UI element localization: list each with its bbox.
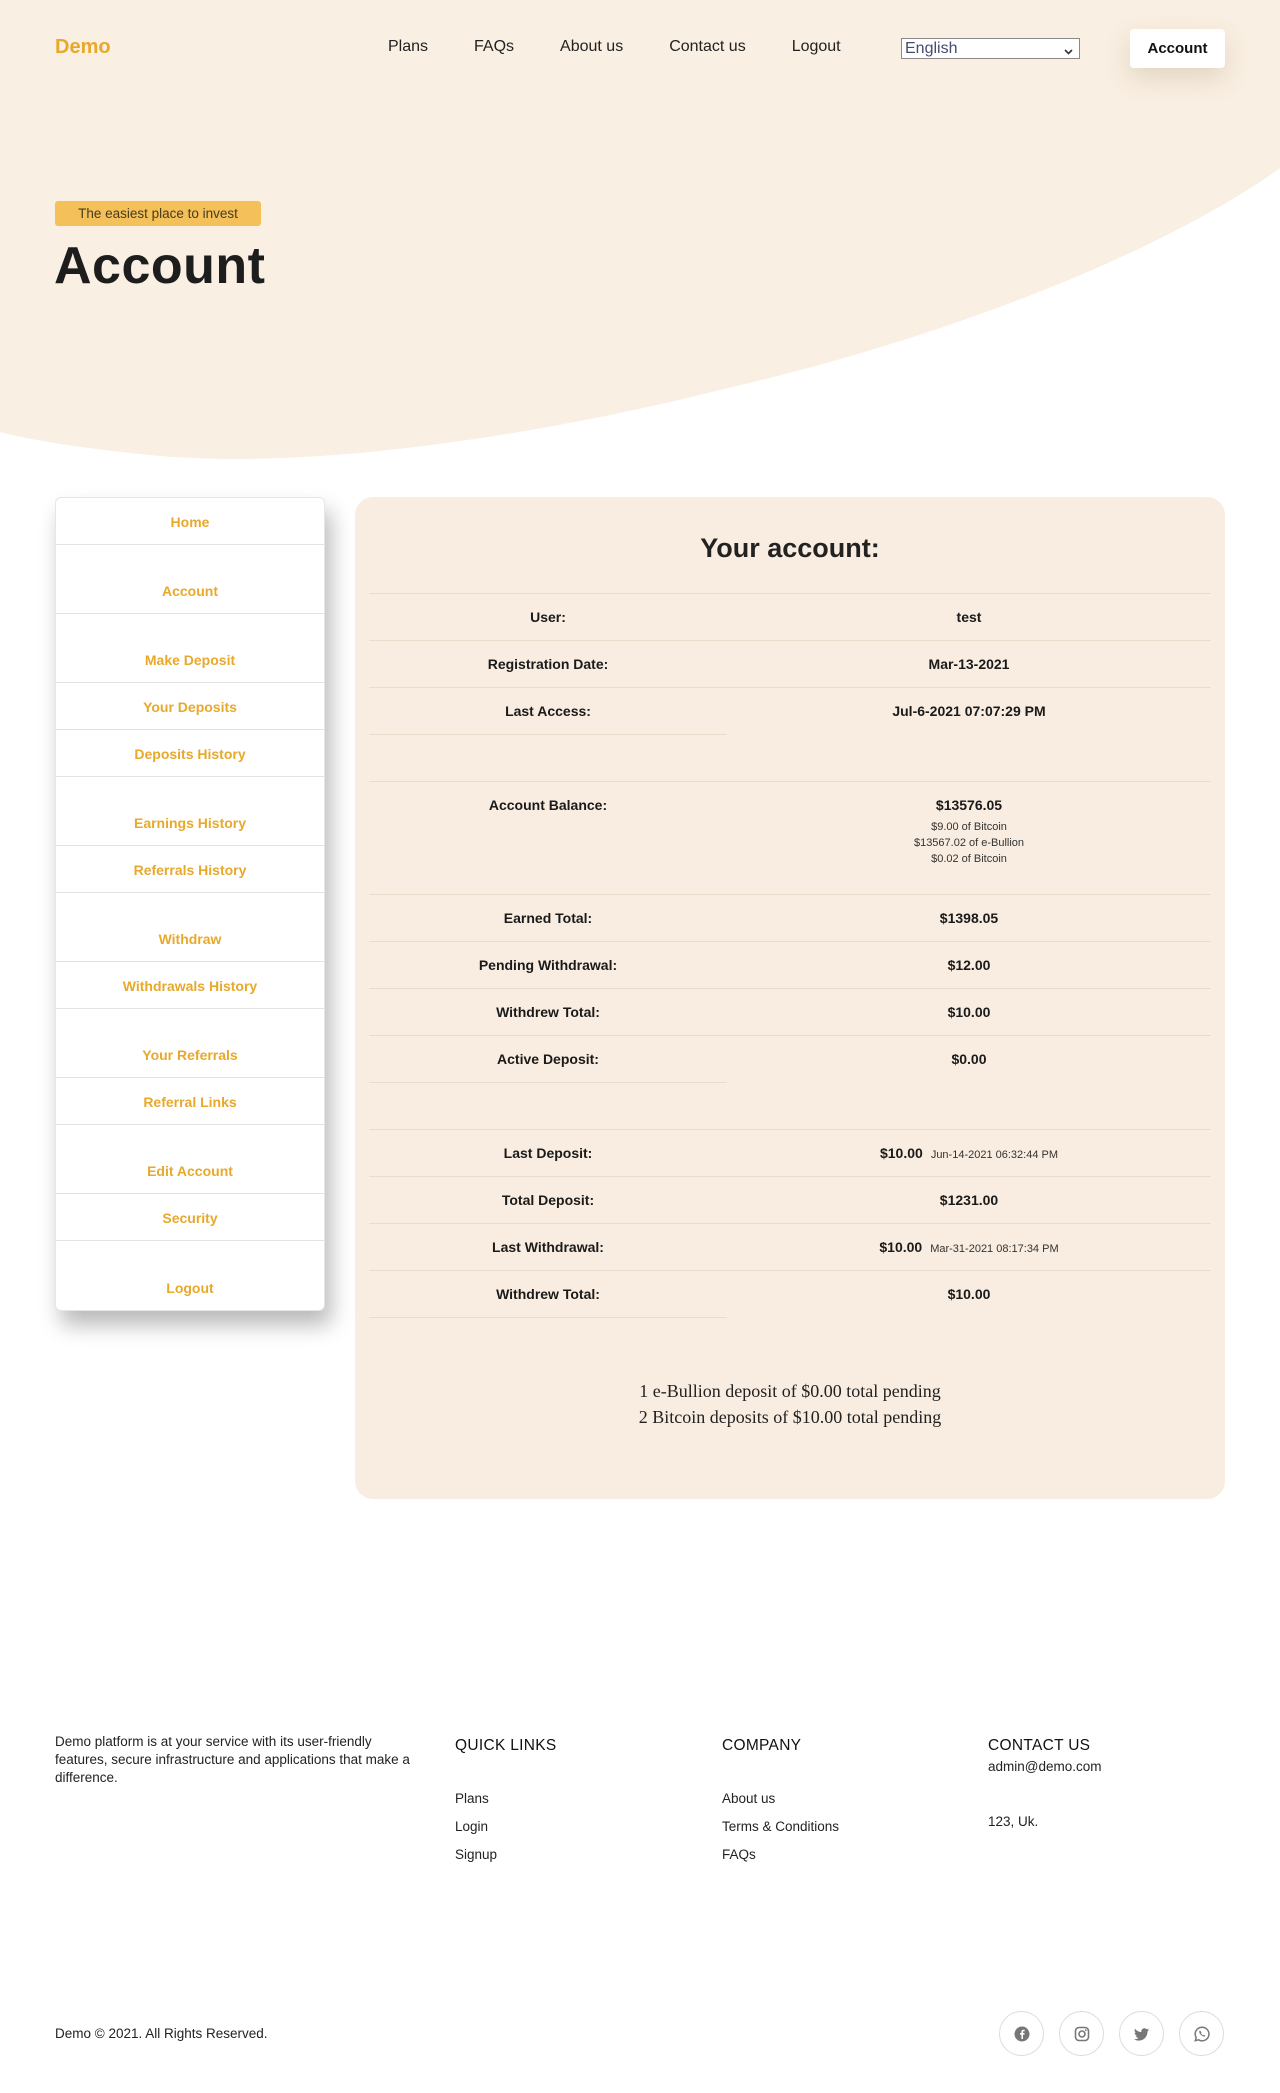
- sidebar-item-edit-account[interactable]: Edit Account: [56, 1125, 324, 1194]
- footer-link-terms[interactable]: Terms & Conditions: [722, 1819, 840, 1834]
- balance-line: $9.00 of Bitcoin: [931, 821, 1007, 833]
- row-label: Total Deposit:: [501, 1192, 595, 1208]
- sidebar-item-withdrawals-history[interactable]: Withdrawals History: [56, 962, 324, 1009]
- row-label: Earned Total:: [503, 910, 593, 926]
- account-panel: [355, 497, 1225, 1499]
- footer-link-signup[interactable]: Signup: [455, 1847, 498, 1862]
- table-row: [369, 894, 1211, 941]
- table-row: [369, 593, 1211, 640]
- footer-contact: [988, 1737, 1102, 1829]
- account-summary-table: [369, 593, 1211, 1364]
- sidebar-item-your-referrals[interactable]: Your Referrals: [56, 1009, 324, 1078]
- footer-link-about[interactable]: About us: [722, 1791, 776, 1806]
- sidebar-item-deposits-history[interactable]: Deposits History: [56, 730, 324, 777]
- row-value: $10.00: [947, 1286, 991, 1302]
- row-label: Last Withdrawal:: [492, 1239, 604, 1255]
- footer-company: [722, 1737, 839, 1875]
- nav-about[interactable]: About us: [560, 38, 624, 55]
- main-nav: [388, 38, 887, 56]
- brand-logo[interactable]: Demo: [55, 36, 111, 58]
- instagram-icon[interactable]: [1059, 2011, 1104, 2056]
- row-label: Active Deposit:: [497, 1051, 599, 1067]
- balance-breakdown: [727, 819, 1211, 867]
- whatsapp-icon[interactable]: [1179, 2011, 1224, 2056]
- row-value: Jul-6-2021 07:07:29 PM: [892, 703, 1046, 719]
- footer-quick-links: [455, 1737, 557, 1875]
- row-value: $10.00: [947, 1004, 991, 1020]
- table-row: [369, 1035, 1211, 1082]
- footer-link-plans[interactable]: Plans: [455, 1791, 489, 1806]
- account-panel-title: Your account:: [700, 533, 880, 563]
- table-row: [369, 687, 1211, 734]
- table-row: [369, 1176, 1211, 1223]
- sidebar-item-security[interactable]: Security: [56, 1194, 324, 1241]
- table-row: [369, 1270, 1211, 1317]
- table-divider: [369, 734, 727, 781]
- nav-faqs[interactable]: FAQs: [474, 38, 515, 55]
- last-deposit-date: Jun-14-2021 06:32:44 PM: [930, 1149, 1059, 1161]
- row-label: Registration Date:: [487, 656, 609, 672]
- table-row: [369, 988, 1211, 1035]
- row-value: $1398.05: [939, 910, 999, 926]
- pending-deposits-note: [355, 1378, 1225, 1430]
- row-label: Pending Withdrawal:: [478, 957, 618, 973]
- row-label: Withdrew Total:: [496, 1004, 600, 1020]
- sidebar-item-logout[interactable]: Logout: [166, 1280, 214, 1296]
- pending-line: 1 e-Bullion deposit of $0.00 total pending: [639, 1381, 941, 1401]
- table-row: [369, 781, 1211, 894]
- table-row: [369, 1129, 1211, 1176]
- row-label: Account Balance:: [488, 797, 608, 813]
- row-value: [727, 797, 1211, 867]
- row-value: $1231.00: [939, 1192, 999, 1208]
- page-title: Account: [54, 237, 266, 295]
- sidebar-item-referral-links[interactable]: Referral Links: [56, 1078, 324, 1125]
- account-button[interactable]: Account: [1130, 29, 1225, 68]
- row-label: User:: [530, 609, 566, 625]
- table-row: [369, 941, 1211, 988]
- contact-email[interactable]: admin@demo.com: [988, 1759, 1102, 1774]
- row-value: [727, 1239, 1211, 1255]
- row-label: Last Access:: [505, 703, 591, 719]
- footer-link-login[interactable]: Login: [455, 1819, 489, 1834]
- twitter-icon[interactable]: [1119, 2011, 1164, 2056]
- sidebar-item-referrals-history[interactable]: Referrals History: [56, 846, 324, 893]
- last-withdrawal-date: Mar-31-2021 08:17:34 PM: [930, 1243, 1059, 1255]
- nav-plans[interactable]: Plans: [388, 38, 429, 55]
- copyright-text: Demo © 2021. All Rights Reserved.: [55, 2026, 268, 2041]
- row-value: Mar-13-2021: [928, 656, 1010, 672]
- sidebar-item-withdraw[interactable]: Withdraw: [56, 893, 324, 962]
- chevron-down-icon: [1064, 42, 1073, 51]
- language-select[interactable]: [901, 38, 1080, 59]
- balance-line: $13567.02 of e-Bullion: [913, 837, 1025, 849]
- footer-heading: CONTACT US: [988, 1737, 1091, 1754]
- sidebar-item-earnings-history[interactable]: Earnings History: [56, 777, 324, 846]
- footer-heading: QUICK LINKS: [455, 1737, 557, 1754]
- table-divider: [369, 1082, 727, 1129]
- contact-address: 123, Uk.: [988, 1814, 1039, 1829]
- pending-line: 2 Bitcoin deposits of $10.00 total pending: [638, 1407, 942, 1427]
- footer-heading: COMPANY: [722, 1737, 802, 1754]
- row-value: $0.00: [951, 1051, 987, 1067]
- top-navbar: [0, 0, 1280, 100]
- sidebar-item-account[interactable]: Account: [56, 545, 324, 614]
- sidebar-item-your-deposits[interactable]: Your Deposits: [56, 683, 324, 730]
- language-selected: English: [905, 40, 958, 57]
- balance-line: $0.02 of Bitcoin: [931, 853, 1007, 865]
- account-sidebar: [55, 497, 325, 1311]
- table-row: [369, 640, 1211, 687]
- row-value: test: [956, 609, 982, 625]
- social-links: [999, 2011, 1224, 2056]
- footer-about-text: Demo platform is at your service with its user-friendly features, secure infrastructure and applications that make a difference.: [55, 1734, 410, 1785]
- hero-badge: The easiest place to invest: [55, 201, 261, 226]
- row-label: Withdrew Total:: [496, 1286, 600, 1302]
- last-deposit-amount: $10.00: [879, 1145, 923, 1161]
- nav-logout[interactable]: Logout: [791, 38, 841, 55]
- table-divider: [369, 1317, 727, 1364]
- last-withdrawal-amount: $10.00: [879, 1239, 923, 1255]
- footer-link-faqs[interactable]: FAQs: [722, 1847, 756, 1862]
- balance-total: $13576.05: [935, 797, 1003, 813]
- sidebar-item-make-deposit[interactable]: Make Deposit: [56, 614, 324, 683]
- nav-contact[interactable]: Contact us: [669, 38, 746, 55]
- table-row: [369, 1223, 1211, 1270]
- row-value: [727, 1145, 1211, 1161]
- facebook-icon[interactable]: [999, 2011, 1044, 2056]
- sidebar-item-home[interactable]: Home: [56, 498, 324, 545]
- row-label: Last Deposit:: [503, 1145, 593, 1161]
- row-value: $12.00: [947, 957, 991, 973]
